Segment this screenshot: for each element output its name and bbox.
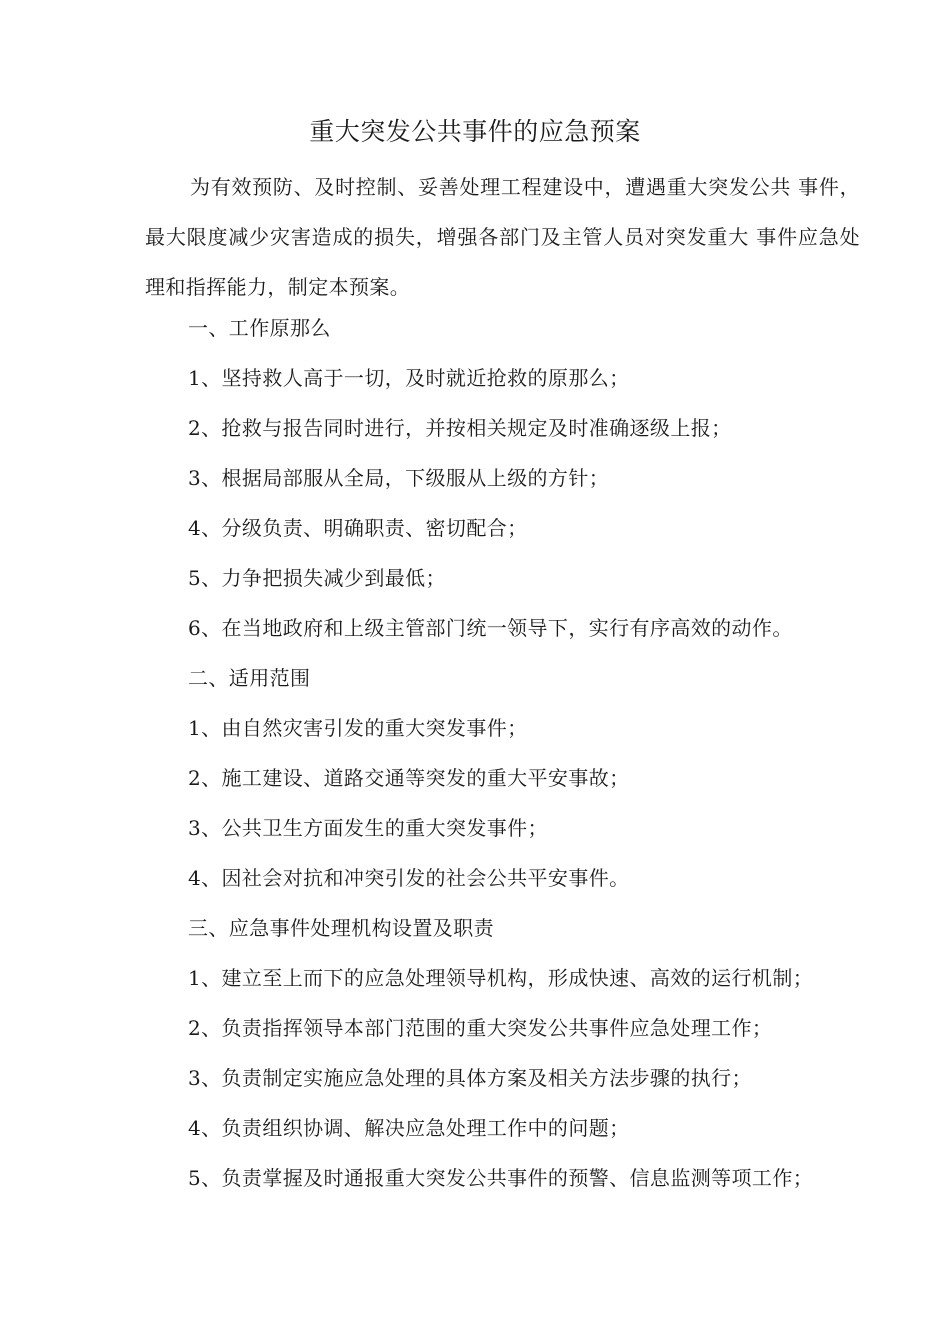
list-item: 4、分级负责、明确职责、密切配合； bbox=[188, 516, 528, 540]
section-heading-principles: 一、工作原那么 bbox=[188, 316, 331, 340]
list-item: 1、由自然灾害引发的重大突发事件； bbox=[188, 716, 528, 740]
section-heading-organization: 三、应急事件处理机构设置及职责 bbox=[188, 916, 494, 940]
list-item: 4、因社会对抗和冲突引发的社会公共平安事件。 bbox=[188, 866, 630, 890]
list-item: 3、负责制定实施应急处理的具体方案及相关方法步骤的执行； bbox=[188, 1066, 752, 1090]
list-item: 2、抢救与报告同时进行，并按相关规定及时准确逐级上报； bbox=[188, 416, 732, 440]
list-item: 5、力争把损失减少到最低； bbox=[188, 566, 446, 590]
list-item: 1、建立至上而下的应急处理领导机构，形成快速、高效的运行机制； bbox=[188, 966, 814, 990]
intro-paragraph: 为有效预防、及时控制、妥善处理工程建设中，遭遇重大突发公共 事件，最大限度减少灾害造成的损失，增强各部门及主管人员对突发重大 事件应急处理和指挥能力，制定本预案。 bbox=[145, 175, 860, 299]
list-item: 2、负责指挥领导本部门范围的重大突发公共事件应急处理工作； bbox=[188, 1016, 773, 1040]
list-item: 3、公共卫生方面发生的重大突发事件； bbox=[188, 816, 548, 840]
list-item: 2、施工建设、道路交通等突发的重大平安事故； bbox=[188, 766, 630, 790]
list-item: 4、负责组织协调、解决应急处理工作中的问题； bbox=[188, 1116, 630, 1140]
list-item: 1、坚持救人高于一切，及时就近抢救的原那么； bbox=[188, 366, 630, 390]
section-heading-scope: 二、适用范围 bbox=[188, 666, 311, 690]
list-item: 6、在当地政府和上级主管部门统一领导下，实行有序高效的动作。 bbox=[188, 616, 793, 640]
list-item: 3、根据局部服从全局，下级服从上级的方针； bbox=[188, 466, 610, 490]
document-title: 重大突发公共事件的应急预案 bbox=[309, 117, 641, 146]
list-item: 5、负责掌握及时通报重大突发公共事件的预警、信息监测等项工作； bbox=[188, 1166, 814, 1190]
